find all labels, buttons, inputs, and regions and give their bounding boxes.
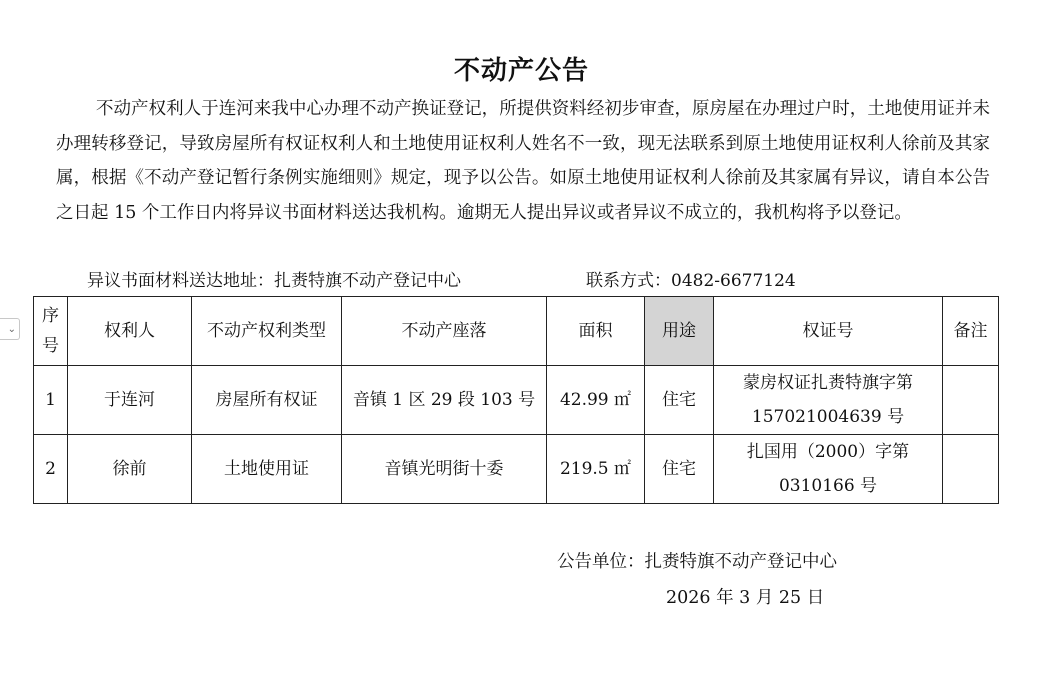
cell-area: 42.99 ㎡ bbox=[547, 366, 645, 435]
cert-line-1: 蒙房权证扎赉特旗字第 bbox=[743, 373, 913, 393]
cell-location: 音镇 1 区 29 段 103 号 bbox=[342, 366, 547, 435]
cell-remark bbox=[943, 366, 999, 435]
header-cert: 权证号 bbox=[714, 297, 943, 366]
cell-type: 房屋所有权证 bbox=[192, 366, 342, 435]
cert-line-1: 扎国用（2000）字第 bbox=[746, 442, 910, 462]
cell-cert bbox=[714, 435, 943, 504]
notice-body: 不动产权利人于连河来我中心办理不动产换证登记，所提供资料经初步审查，原房屋在办理过户时，土地使用证并未办理转移登记，导致房屋所有权证权利人和土地使用证权利人姓名不一致，现无法联系到原土地使用证权利人徐前及其家属，根据《不动产登记暂行条例实施细则》规定，现予以公告。如原土地使用证权利人徐前及其家属有异议，请自本公告之日起 15 个工作日内将异议书面材料送达我机构。逾期无人提出异议或者异议不成立的，我机构将予以登记。 bbox=[56, 99, 990, 223]
table-row bbox=[34, 435, 999, 504]
header-seq: 序号 bbox=[34, 297, 68, 366]
header-remark: 备注 bbox=[943, 297, 999, 366]
objection-address: 异议书面材料送达地址：扎赉特旗不动产登记中心 bbox=[87, 271, 461, 291]
cert-line-2: 0310166 号 bbox=[778, 476, 878, 496]
cell-location: 音镇光明街十委 bbox=[342, 435, 547, 504]
cell-cert bbox=[714, 366, 943, 435]
notice-date: 2026 年 3 月 25 日 bbox=[666, 588, 825, 608]
header-holder: 权利人 bbox=[68, 297, 192, 366]
cell-type: 土地使用证 bbox=[192, 435, 342, 504]
table-header-row bbox=[34, 297, 999, 366]
table-row bbox=[34, 366, 999, 435]
header-location: 不动产座落 bbox=[342, 297, 547, 366]
property-table bbox=[33, 296, 999, 504]
margin-dropdown-button[interactable] bbox=[0, 318, 20, 340]
cell-use: 住宅 bbox=[645, 366, 714, 435]
cell-seq: 1 bbox=[34, 366, 68, 435]
cell-holder: 徐前 bbox=[68, 435, 192, 504]
contact-info: 联系方式：0482-6677124 bbox=[586, 271, 796, 291]
dropdown-chevron-icon: ⌄ bbox=[7, 323, 16, 335]
header-use: 用途 bbox=[645, 297, 714, 366]
notice-unit: 公告单位：扎赉特旗不动产登记中心 bbox=[557, 552, 837, 572]
cell-seq: 2 bbox=[34, 435, 68, 504]
cell-remark bbox=[943, 435, 999, 504]
address-line bbox=[87, 268, 796, 294]
cell-area: 219.5 ㎡ bbox=[547, 435, 645, 504]
cell-holder: 于连河 bbox=[68, 366, 192, 435]
header-type: 不动产权利类型 bbox=[192, 297, 342, 366]
cert-line-2: 157021004639 号 bbox=[751, 407, 905, 427]
page-title: 不动产公告 bbox=[453, 56, 589, 86]
cell-use: 住宅 bbox=[645, 435, 714, 504]
header-area: 面积 bbox=[547, 297, 645, 366]
